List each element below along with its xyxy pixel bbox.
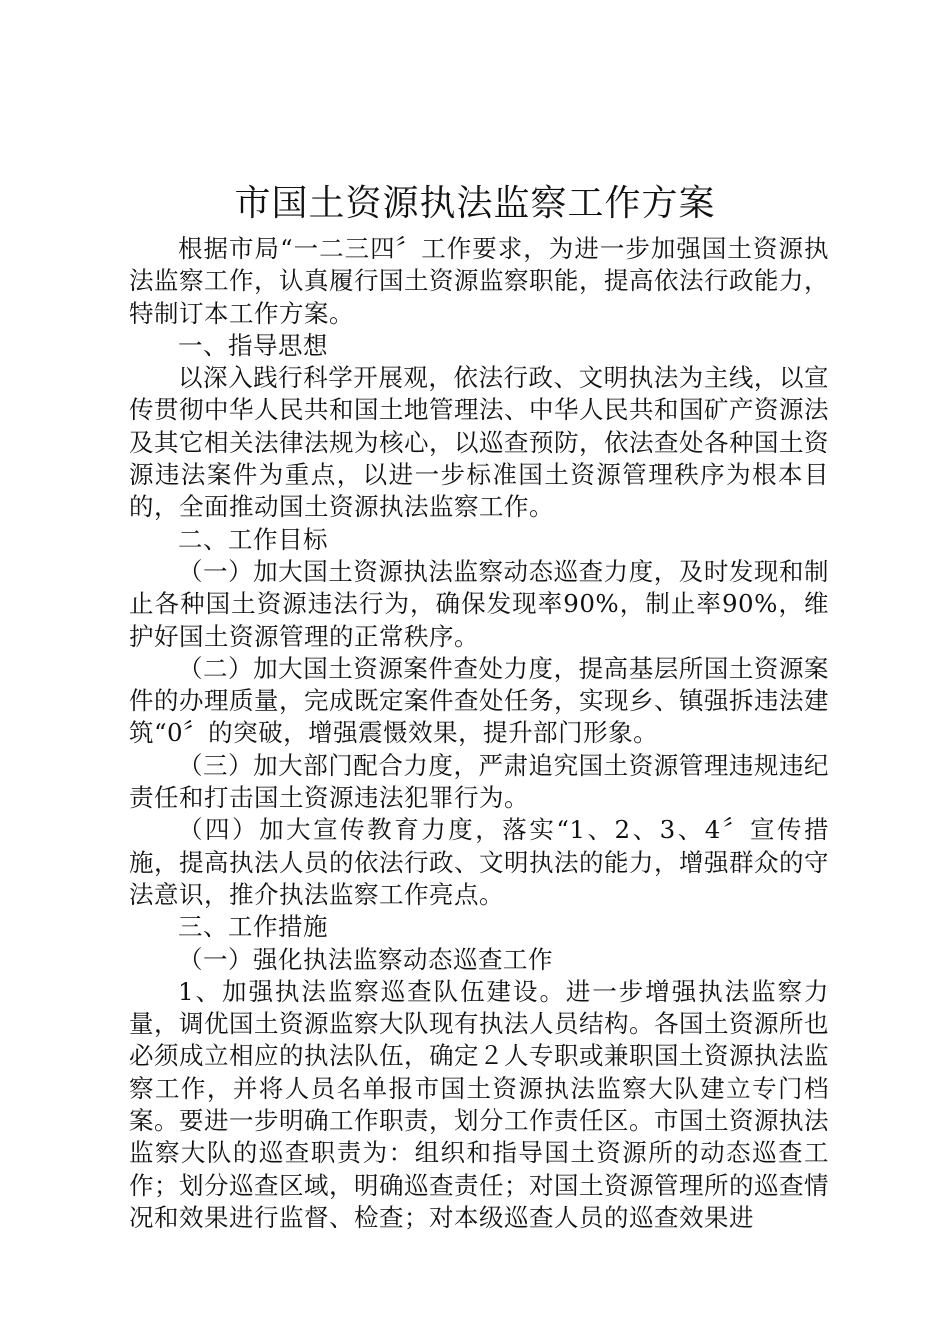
section-heading-work-goals: 二、工作目标 (178, 524, 328, 554)
goal-item-4: （四）加大宣传教育力度，落实“1、2、3、4〞宣传措施，提高执法人员的依法行政、文明执法的能力，增强群众的守法意识，推介执法监察工作亮点。 (129, 815, 829, 909)
document-body (129, 233, 829, 1234)
guiding-ideology-paragraph: 以深入践行科学开展观，依法行政、文明执法为主线，以宣传贯彻中华人民共和国土地管理法、中华人民共和国矿产资源法及其它相关法律法规为核心，以巡查预防，依法查处各种国土资源违法案件为重点，以进一步标准国土资源管理秩序为根本目的，全面推动国土资源执法监察工作。 (129, 363, 829, 522)
measure-item-1: 1、加强执法监察巡查队伍建设。进一步增强执法监察力量，调优国土资源监察大队现有执法人员结构。各国土资源所也必须成立相应的执法队伍，确定２人专职或兼职国土资源执法监察工作，并将人员名单报市国土资源执法监察大队建立专门档案。要进一步明确工作职责，划分工作责任区。市国土资源执法监察大队的巡查职责为：组织和指导国土资源所的动态巡查工作；划分巡查区域，明确巡查责任；对国土资源管理所的巡查情况和效果进行监督、检查；对本级巡查人员的巡查效果进 (129, 976, 829, 1232)
section-heading-guiding-ideology: 一、指导思想 (178, 330, 328, 360)
section-heading-work-measures: 三、工作措施 (178, 912, 328, 942)
goal-item-2: （二）加大国土资源案件查处力度，提高基层所国土资源案件的办理质量，完成既定案件查处任务，实现乡、镇强拆违法建筑“0〞的突破，增强震慑效果，提升部门形象。 (129, 653, 829, 748)
goal-item-3: （三）加大部门配合力度，严肃追究国土资源管理违规违纪责任和打击国土资源违法犯罪行为。 (129, 750, 829, 813)
goal-item-1: （一）加大国土资源执法监察动态巡查力度，及时发现和制止各种国土资源违法行为，确保发现率90%，制止率90%，维护好国土资源管理的正常秩序。 (129, 556, 829, 651)
document-title: 市国土资源执法监察工作方案 (234, 183, 716, 224)
subsection-heading-inspection: （一）强化执法监察动态巡查工作 (178, 944, 553, 974)
intro-paragraph: 根据市局“一二三四〞工作要求，为进一步加强国土资源执法监察工作，认真履行国土资源监察职能，提高依法行政能力，特制订本工作方案。 (129, 234, 829, 328)
